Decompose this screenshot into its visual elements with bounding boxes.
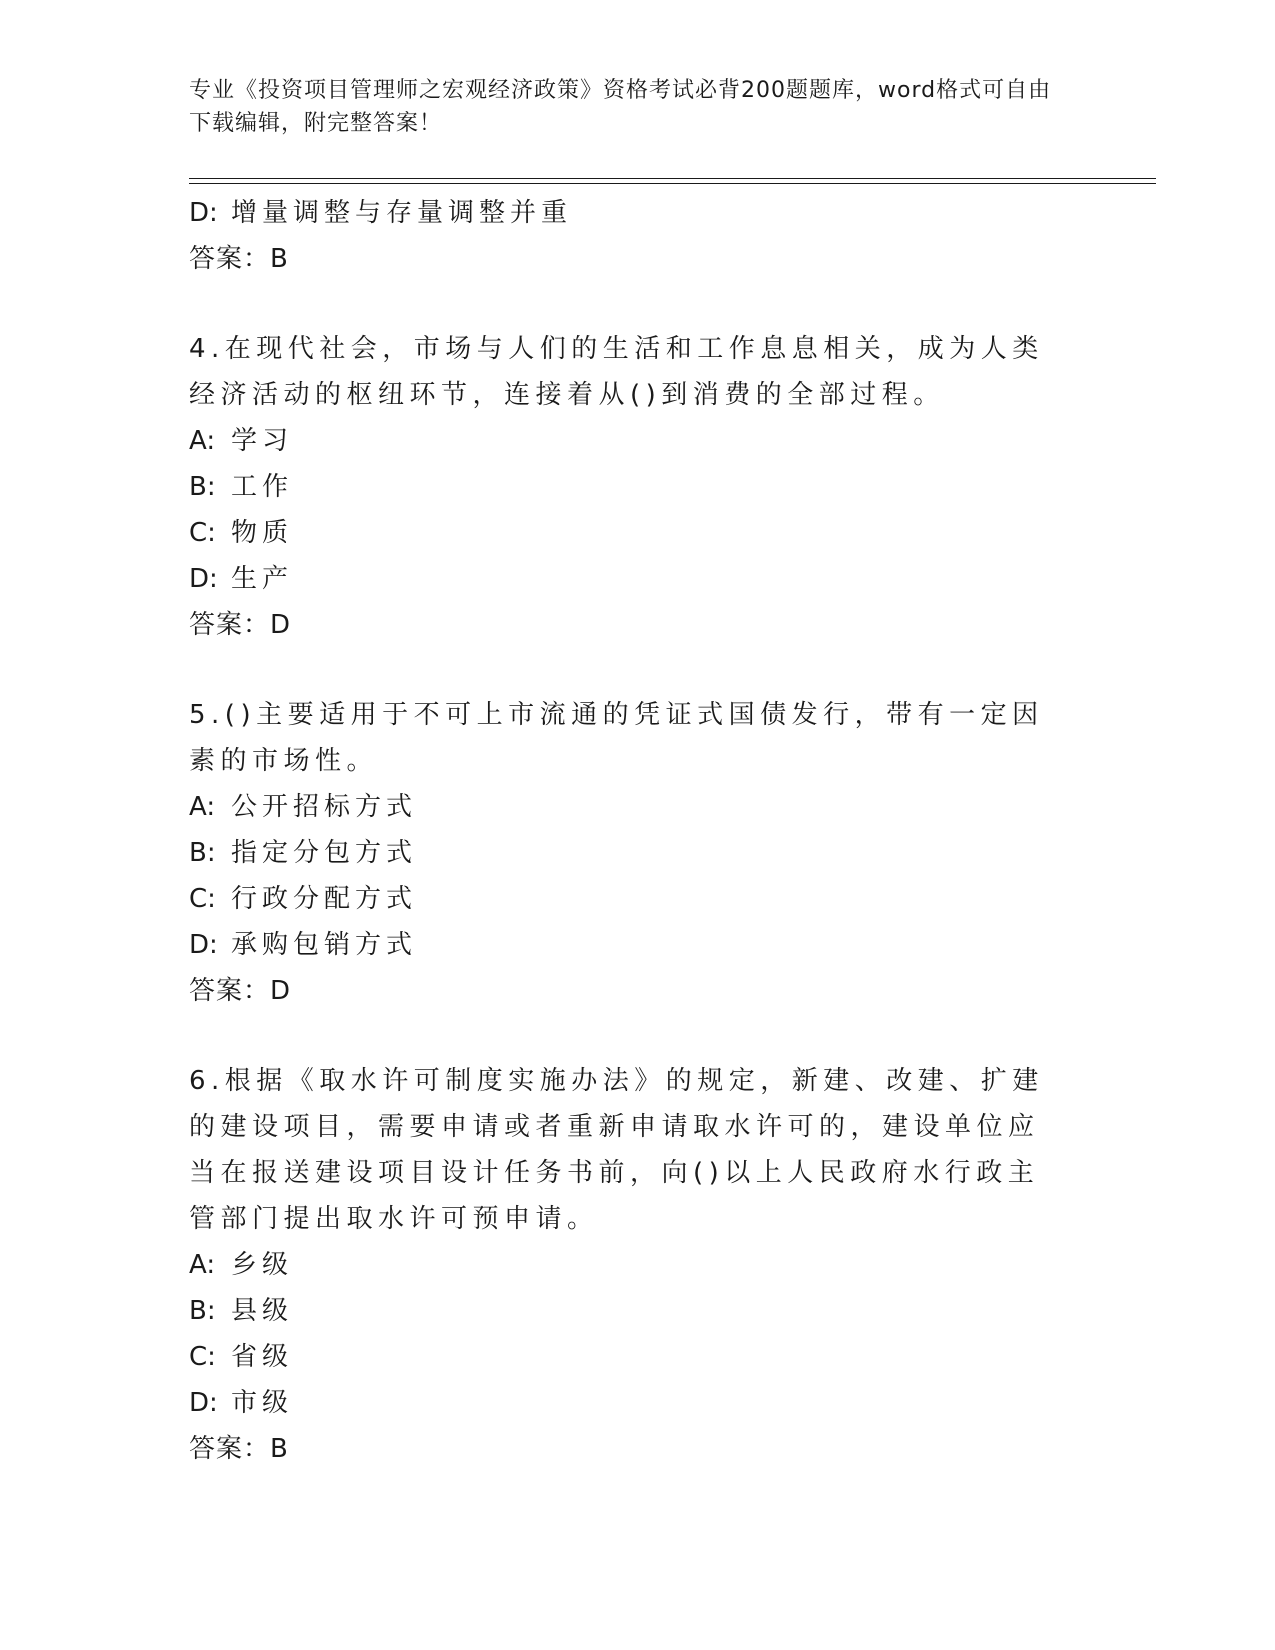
- header-divider-top: [189, 178, 1156, 179]
- option-text: 乡级: [231, 1250, 294, 1280]
- question-content: [189, 190, 1069, 1472]
- option-letter: D:: [189, 930, 218, 960]
- spacer: [189, 282, 1069, 326]
- option-letter: B:: [189, 838, 216, 868]
- option-text: 工作: [231, 472, 294, 502]
- option-letter: D:: [189, 198, 218, 228]
- option-b: [189, 1288, 1069, 1334]
- option-letter: B:: [189, 472, 216, 502]
- spacer: [189, 648, 1069, 692]
- option-text: 生产: [231, 564, 294, 594]
- option-letter: B:: [189, 1296, 216, 1326]
- option-d: [189, 1380, 1069, 1426]
- option-a: [189, 1242, 1069, 1288]
- answer-line: 答案：B: [189, 1434, 289, 1464]
- option-text: 学习: [231, 426, 294, 456]
- answer-line: 答案：D: [189, 610, 292, 640]
- option-b: [189, 830, 1069, 876]
- option-a: [189, 418, 1069, 464]
- option-letter: C:: [189, 884, 216, 914]
- question-text: 5.()主要适用于不可上市流通的凭证式国债发行，带有一定因素的市场性。: [189, 700, 1044, 776]
- option-letter: C:: [189, 1342, 216, 1372]
- header-divider-bottom: [189, 183, 1156, 184]
- option-text: 增量调整与存量调整并重: [231, 198, 573, 228]
- option-c: [189, 1334, 1069, 1380]
- option-a: [189, 784, 1069, 830]
- option-text: 公开招标方式: [231, 792, 418, 822]
- answer-line: 答案：B: [189, 244, 289, 274]
- option-d: [189, 190, 1069, 236]
- answer-line: 答案：D: [189, 976, 292, 1006]
- option-letter: A:: [189, 792, 216, 822]
- question-block: [189, 692, 1069, 1014]
- option-c: [189, 876, 1069, 922]
- option-letter: D:: [189, 564, 218, 594]
- document-header: 专业《投资项目管理师之宏观经济政策》资格考试必背200题题库，word格式可自由下载编辑，附完整答案！: [189, 78, 1052, 136]
- option-text: 承购包销方式: [231, 930, 418, 960]
- option-letter: C:: [189, 518, 216, 548]
- question-text: 6.根据《取水许可制度实施办法》的规定，新建、改建、扩建的建设项目，需要申请或者重新申请取水许可的，建设单位应当在报送建设项目设计任务书前，向()以上人民政府水行政主管部门提出取水许可预申请。: [189, 1066, 1044, 1234]
- question-block: [189, 1058, 1069, 1472]
- option-b: [189, 464, 1069, 510]
- option-text: 指定分包方式: [231, 838, 418, 868]
- question-text: 4.在现代社会，市场与人们的生活和工作息息相关，成为人类经济活动的枢纽环节，连接着从()到消费的全部过程。: [189, 334, 1044, 410]
- option-letter: A:: [189, 426, 216, 456]
- spacer: [189, 1014, 1069, 1058]
- option-text: 省级: [231, 1342, 294, 1372]
- option-d: [189, 922, 1069, 968]
- option-text: 物质: [231, 518, 294, 548]
- option-letter: A:: [189, 1250, 216, 1280]
- option-letter: D:: [189, 1388, 218, 1418]
- option-text: 县级: [231, 1296, 294, 1326]
- question-block: [189, 326, 1069, 648]
- option-text: 市级: [231, 1388, 294, 1418]
- option-c: [189, 510, 1069, 556]
- option-d: [189, 556, 1069, 602]
- option-text: 行政分配方式: [231, 884, 418, 914]
